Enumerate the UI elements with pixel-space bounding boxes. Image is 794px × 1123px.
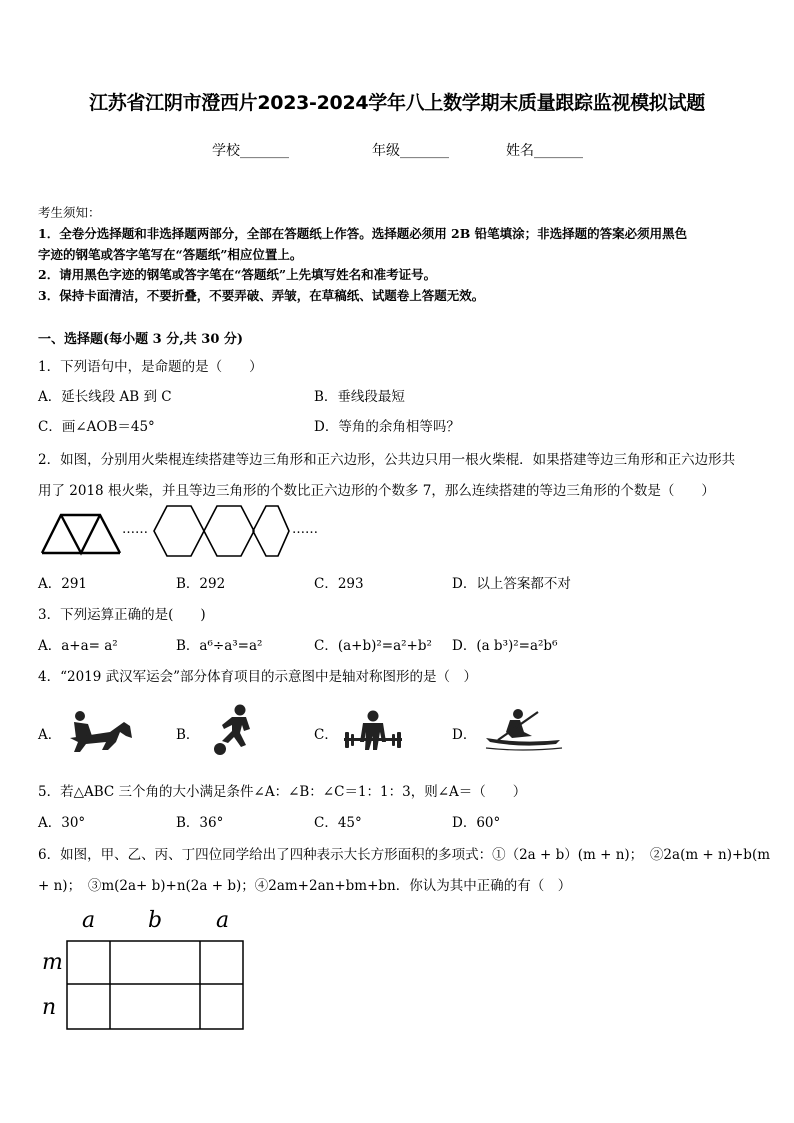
equestrian-icon bbox=[66, 708, 136, 754]
q3-option-a: A．a+a= a² bbox=[38, 638, 118, 654]
q5-option-d: D．60° bbox=[452, 815, 501, 831]
q3-option-c: C．(a+b)²=a²+b² bbox=[314, 638, 432, 654]
triangles-figure bbox=[40, 510, 122, 556]
notice-item-3: 3．保持卡面清洁，不要折叠，不要弄破、弄皱，在草稿纸、试题卷上答题无效。 bbox=[38, 288, 485, 303]
exam-title: 江苏省江阴市澄西片2023-2024学年八上数学期末质量跟踪监视模拟试题 bbox=[89, 92, 705, 114]
canoeing-icon bbox=[482, 706, 564, 752]
rectangle-grid-figure bbox=[66, 940, 246, 1032]
q3-option-d: D．(a b³)²=a²b⁶ bbox=[452, 638, 558, 654]
q6-stem-line1: 6．如图，甲、乙、丙、丁四位同学给出了四种表示大长方形面积的多项式：①（2a + b）(m + n)； ②2a(m + n)+b(m bbox=[38, 847, 771, 863]
q2-option-b: B．292 bbox=[176, 576, 226, 592]
q4-option-a: A． bbox=[38, 727, 62, 743]
q5-option-b: B．36° bbox=[176, 815, 224, 831]
label-a-left: a bbox=[82, 908, 96, 933]
notice-item-2: 2．请用黑色字迹的钢笔或答字笔在“答题纸”上先填写姓名和准考证号。 bbox=[38, 267, 437, 282]
label-b: b bbox=[148, 908, 163, 933]
notice-item-1-cont: 字迹的钢笔或答字笔写在“答题纸”相应位置上。 bbox=[38, 247, 303, 262]
q4-option-b: B． bbox=[176, 727, 200, 743]
q2-option-d: D．以上答案都不对 bbox=[452, 576, 571, 592]
notice-heading: 考生须知： bbox=[38, 205, 101, 220]
q1-option-a: A．延长线段 AB 到 C bbox=[38, 389, 172, 405]
name-field: 姓名_______ bbox=[506, 143, 583, 159]
triangles-ellipsis: …… bbox=[122, 522, 148, 537]
q3-option-b: B．a⁶÷a³=a² bbox=[176, 638, 263, 654]
notice-item-1: 1．全卷分选择题和非选择题两部分，全部在答题纸上作答。选择题必须用 2B 铅笔填涂；非选择题的答案必须用黑色 bbox=[38, 226, 688, 241]
hexagons-ellipsis: …… bbox=[292, 522, 318, 537]
section-heading: 一、选择题(每小题 3 分,共 30 分) bbox=[38, 332, 244, 347]
label-a-right: a bbox=[216, 908, 230, 933]
q5-stem: 5．若△ABC 三个角的大小满足条件∠A：∠B：∠C＝1：1：3，则∠A＝（ ） bbox=[38, 784, 527, 800]
q4-option-d: D． bbox=[452, 727, 477, 743]
q5-option-a: A．30° bbox=[38, 815, 86, 831]
q2-option-a: A．291 bbox=[38, 576, 88, 592]
q6-stem-line2: + n)； ③m(2a+ b)+n(2a + b)；④2am+2an+bm+bn．你认为其中正确的有（ ） bbox=[38, 878, 572, 894]
q5-option-c: C．45° bbox=[314, 815, 362, 831]
weightlifting-icon bbox=[342, 710, 404, 752]
grade-field: 年级_______ bbox=[372, 143, 449, 159]
hexagons-figure bbox=[152, 503, 292, 559]
q3-stem: 3．下列运算正确的是( ) bbox=[38, 607, 206, 623]
q1-stem: 1．下列语句中，是命题的是（ ） bbox=[38, 359, 263, 375]
school-field: 学校_______ bbox=[212, 143, 289, 159]
q2-option-c: C．293 bbox=[314, 576, 364, 592]
football-icon bbox=[206, 703, 262, 757]
q1-option-c: C．画∠AOB＝45° bbox=[38, 419, 155, 435]
label-m: m bbox=[42, 950, 63, 975]
q2-stem-line1: 2．如图，分别用火柴棍连续搭建等边三角形和正六边形，公共边只用一根火柴棍．如果搭建等边三角形和正六边形共 bbox=[38, 452, 736, 468]
q2-stem-line2: 用了 2018 根火柴，并且等边三角形的个数比正六边形的个数多 7，那么连续搭建的等边三角形的个数是（ ） bbox=[38, 483, 715, 499]
q1-option-b: B．垂线段最短 bbox=[314, 389, 405, 405]
label-n: n bbox=[42, 995, 57, 1020]
q4-option-c: C． bbox=[314, 727, 338, 743]
q4-stem: 4．“2019 武汉军运会”部分体育项目的示意图中是轴对称图形的是（ ） bbox=[38, 669, 478, 685]
q1-option-d: D．等角的余角相等吗？ bbox=[314, 419, 460, 435]
